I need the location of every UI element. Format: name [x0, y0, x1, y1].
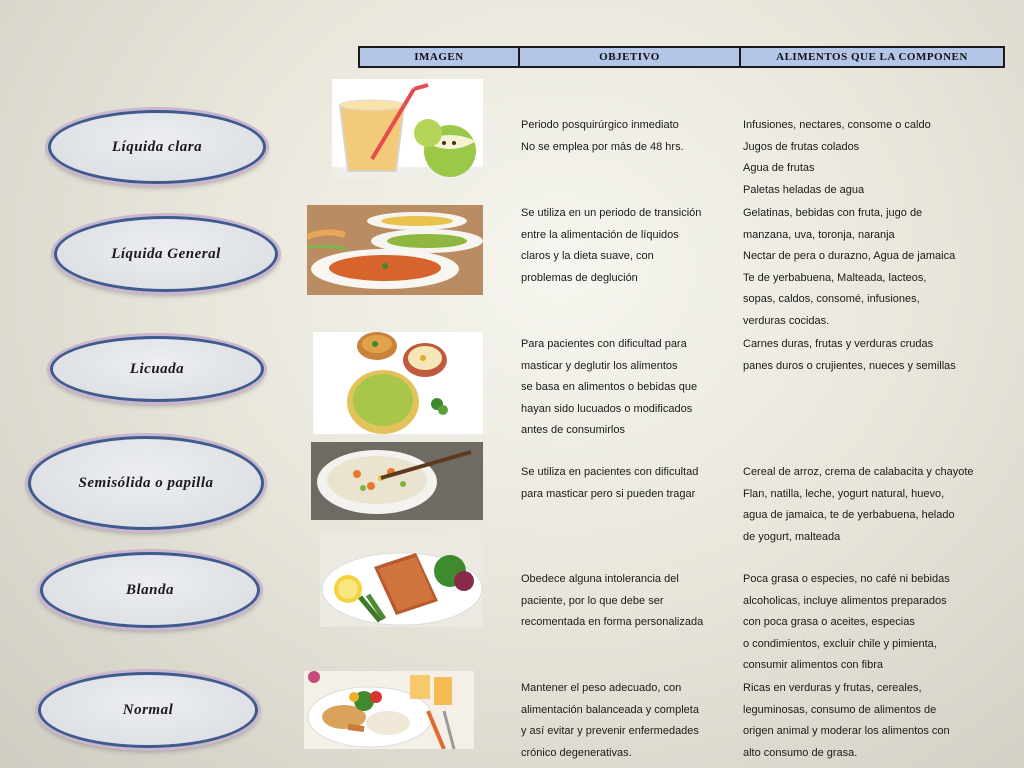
diet-label-blanda: Blanda [40, 552, 260, 628]
blended-soups-image [313, 332, 483, 434]
alimentos-blanda: Poca grasa o especies, no café ni bebidas alcoholicas, incluye alimentos preparados con poca grasa o aceites, especias o condimientos, excluir chile y pimienta, consumir alimentos con fibra [743, 573, 950, 672]
objetivo-normal: Mantener el peso adecuado, con alimentación balanceada y completa y así evitar y prevenir enfermedades crónico degenerativas. [521, 682, 699, 759]
diet-label-semisolida: Semisólida o papilla [28, 436, 264, 530]
alimentos-licuada: Carnes duras, frutas y verduras crudas panes duros o crujientes, nueces y semillas [743, 338, 956, 372]
alimentos-liquida-general: Gelatinas, bebidas con fruta, jugo de manzana, uva, toronja, naranja Nectar de pera o durazno, Agua de jamaica Te de yerbabuena, Malteada, lacteos, sopas, caldos, consomé, infusiones, verduras cocidas. [743, 207, 956, 327]
diet-label-liquida-clara: Líquida clara [48, 110, 266, 184]
objetivo-liquida-clara: Periodo posquirúrgico inmediato No se emplea por más de 48 hrs. [521, 119, 684, 153]
objetivo-blanda: Obedece alguna intolerancia del paciente, por lo que debe ser recomentada en forma personalizada [521, 573, 704, 629]
header-imagen: IMAGEN [358, 46, 520, 68]
diet-label-liquida-general: Líquida General [54, 216, 278, 292]
objetivo-semisolida: Se utiliza en pacientes con dificultad para masticar pero si pueden tragar [521, 466, 699, 500]
balanced-meal-plate-image [304, 671, 474, 749]
alimentos-normal: Ricas en verduras y frutas, cereales, leguminosas, consumo de alimentos de origen animal y moderar los alimentos con alto consumo de grasa. [743, 682, 950, 759]
diet-label-licuada: Licuada [50, 336, 264, 402]
bowls-of-soup-image [307, 205, 483, 295]
header-objetivo: OBJETIVO [518, 46, 741, 68]
rice-porridge-bowl-image [311, 442, 483, 520]
alimentos-semisolida: Cereal de arroz, crema de calabacita y chayote Flan, natilla, leche, yogurt natural, huevo, agua de jamaica, te de yerbabuena, helado de yogurt, malteada [743, 466, 974, 543]
header-alimentos: ALIMENTOS QUE LA COMPONEN [739, 46, 1005, 68]
objetivo-liquida-general: Se utiliza en un periodo de transición entre la alimentación de líquidos claros y la dieta suave, con problemas de deglución [521, 207, 702, 284]
diet-label-normal: Normal [38, 672, 258, 748]
glass-of-juice-and-apple-image [332, 79, 483, 179]
salmon-plate-image [320, 531, 483, 627]
alimentos-liquida-clara: Infusiones, nectares, consome o caldo Jugos de frutas colados Agua de frutas Paletas heladas de agua [743, 119, 931, 196]
objetivo-licuada: Para pacientes con dificultad para masticar y deglutir los alimentos se basa en alimentos o bebidas que hayan sido lucuados o modificados antes de consumirlos [521, 338, 698, 437]
